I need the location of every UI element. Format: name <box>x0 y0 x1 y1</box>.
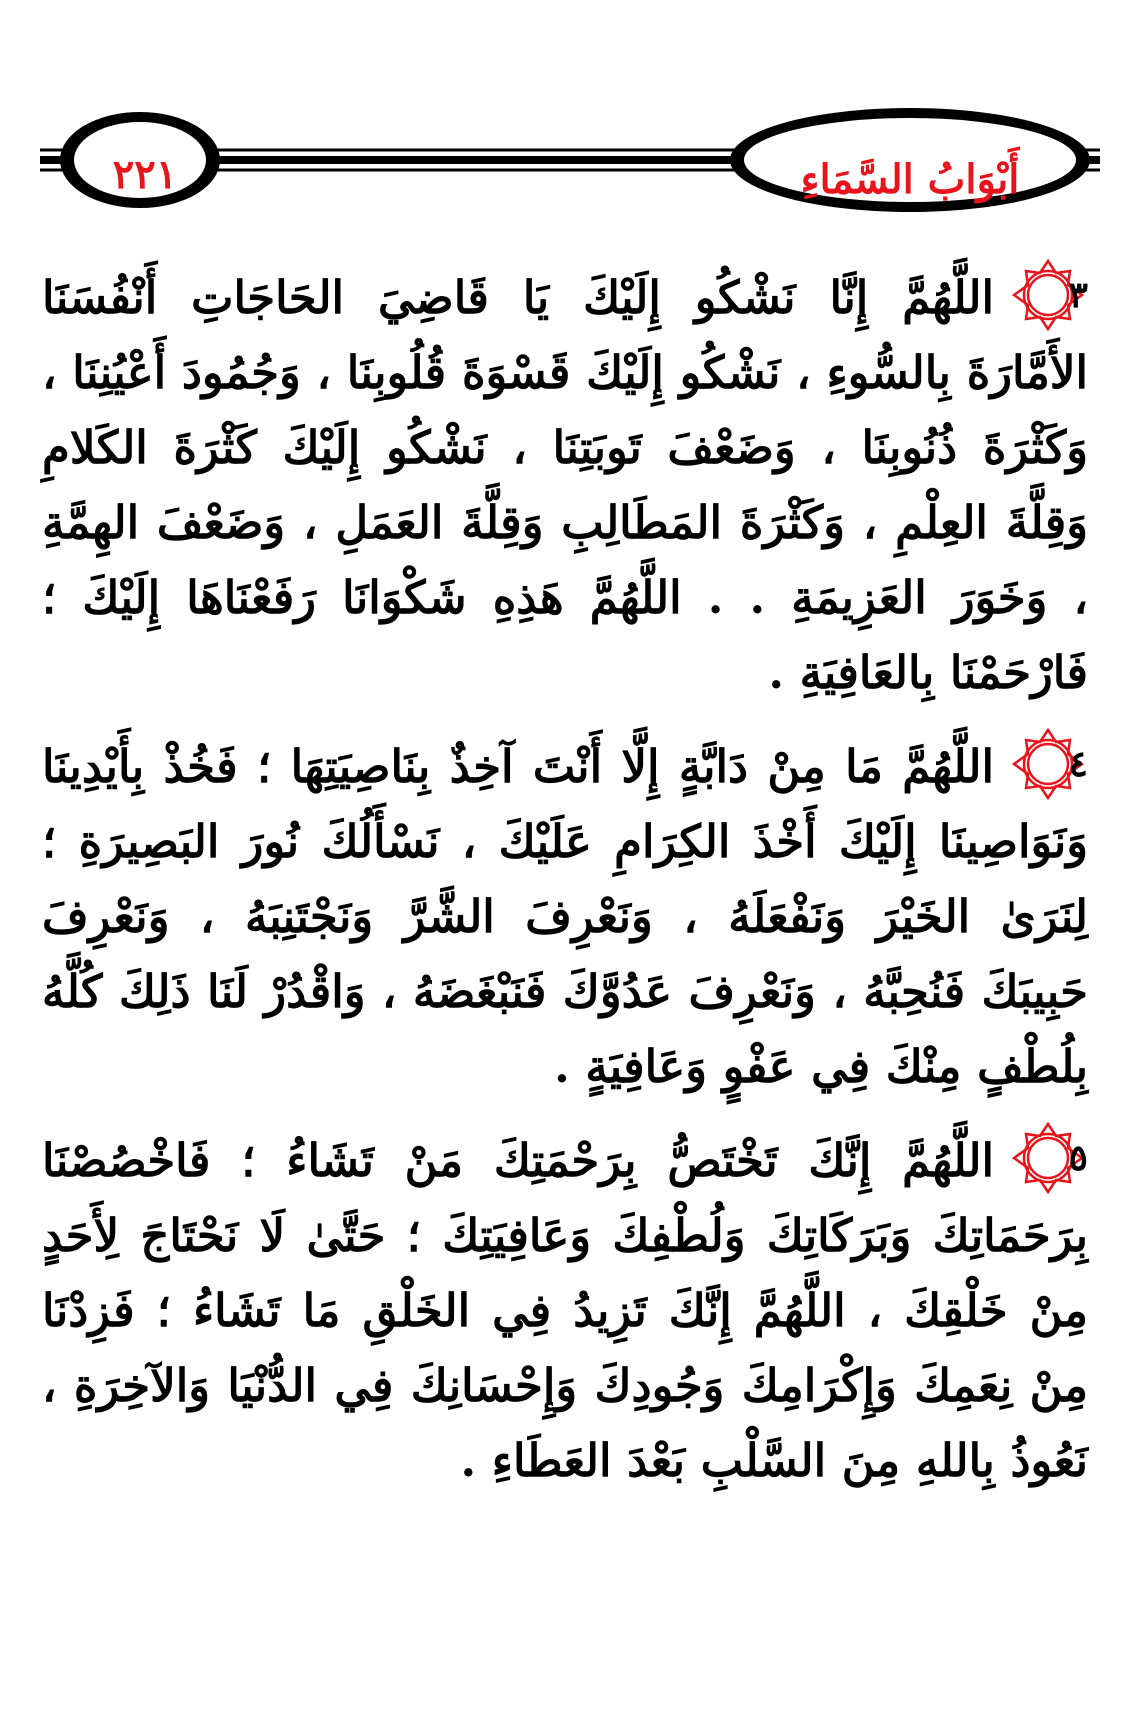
dua-paragraph <box>42 1118 1088 1498</box>
dua-number: ٥ <box>1068 1137 1088 1179</box>
dua-text: اللَّهُمَّ إِنَّا نَشْكُو إِلَيْكَ يَا قَاضِيَ الحَاجَاتِ أَنْفُسَنَا الأَمَّارَةَ بِالسُّوءِ ، نَشْكُو إِلَيْكَ قَسْوَةَ قُلُوبِنَا ، وَجُمُودَ أَعْيُنِنَا ، وَكَثْرَةَ ذُنُوبِنَا ، وَضَعْفَ تَوبَتِنَا ، نَشْكُو إِلَيْكَ كَثْرَةَ الكَلامِ وَقِلَّةَ العِلْمِ ، وَكَثْرَةَ المَطَالِبِ وَقِلَّةَ العَمَلِ ، وَضَعْفَ الهِمَّةِ ، وَخَوَرَ العَزِيمَةِ . . اللَّهُمَّ هَذِهِ شَكْوَانَا رَفَعْنَاهَا إِلَيْكَ ؛ فَارْحَمْنَا بِالعَافِيَةِ . <box>42 271 1088 699</box>
dua-text: اللَّهُمَّ مَا مِنْ دَابَّةٍ إِلَّا أَنْتَ آخِذٌ بِنَاصِيَتِهَا ؛ فَخُذْ بِأَيْدِينَا وَنَوَاصِينَا إِلَيْكَ أَخْذَ الكِرَامِ عَلَيْكَ ، نَسْأَلُكَ نُورَ البَصِيرَةِ ؛ لِنَرَىٰ الخَيْرَ وَنَفْعَلَهُ ، وَنَعْرِفَ الشَّرَّ وَنَجْتَنِبَهُ ، وَنَعْرِفَ حَبِيبَكَ فَنُحِبَّهُ ، وَنَعْرِفَ عَدُوَّكَ فَنَبْغَضَهُ ، وَاقْدُرْ لَنَا ذَلِكَ كُلَّهُ بِلُطْفٍ مِنْكَ فِي عَفْوٍ وَعَافِيَةٍ . <box>42 740 1088 1093</box>
dua-paragraph <box>42 255 1088 710</box>
dua-text: اللَّهُمَّ إِنَّكَ تَخْتَصُّ بِرَحْمَتِكَ مَنْ تَشَاءُ ؛ فَاخْصُصْنَا بِرَحَمَاتِكَ وَبَرَكَاتِكَ وَلُطْفِكَ وَعَافِيَتِكَ ؛ حَتَّىٰ لَا نَحْتَاجَ لِأَحَدٍ مِنْ خَلْقِكَ ، اللَّهُمَّ إِنَّكَ تَزِيدُ فِي الخَلْقِ مَا تَشَاءُ ؛ فَزِدْنَا مِنْ نِعَمِكَ وَإِكْرَامِكَ وَجُودِكَ وَإِحْسَانِكَ فِي الدُّنْيَا وَالآخِرَةِ ، نَعُوذُ بِاللهِ مِنَ السَّلْبِ بَعْدَ العَطَاءِ . <box>42 1134 1088 1487</box>
book-title: أَبْوَابُ السَّمَاءِ <box>800 156 1020 203</box>
number-rosette-icon <box>1008 255 1088 335</box>
dua-number: ٣ <box>1068 274 1088 316</box>
dua-paragraph <box>42 724 1088 1104</box>
page-number: ٢٢١ <box>112 151 178 198</box>
number-rosette-icon <box>1008 724 1088 804</box>
dua-number: ٤ <box>1068 743 1089 785</box>
page-content <box>42 255 1088 1512</box>
number-rosette-icon <box>1008 1118 1088 1198</box>
page-header <box>0 0 1132 230</box>
